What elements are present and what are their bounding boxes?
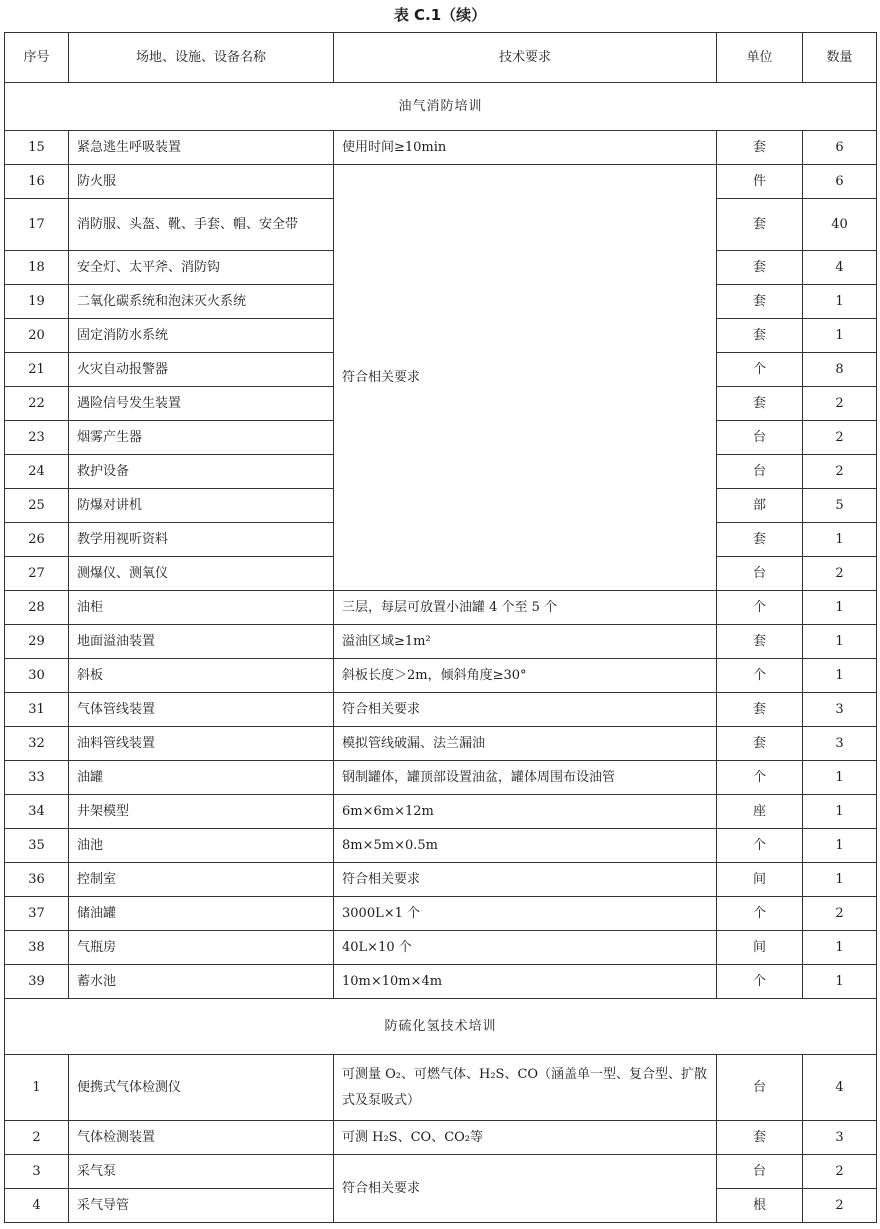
row-number: 20 [5,319,69,353]
quantity-value: 2 [803,1155,877,1189]
quantity-value: 1 [803,931,877,965]
unit-value: 间 [717,931,803,965]
equipment-name: 地面溢油装置 [69,625,334,659]
quantity-value: 2 [803,557,877,591]
row-number: 22 [5,387,69,421]
technical-requirement-merged: 符合相关要求 [334,165,717,591]
row-number: 15 [5,131,69,165]
technical-requirement: 可测 H₂S、CO、CO₂等 [334,1121,717,1155]
row-number: 4 [5,1189,69,1223]
quantity-value: 4 [803,1055,877,1121]
row-number: 17 [5,199,69,251]
quantity-value: 3 [803,1121,877,1155]
unit-value: 间 [717,863,803,897]
quantity-value: 1 [803,523,877,557]
equipment-name: 斜板 [69,659,334,693]
unit-value: 台 [717,557,803,591]
table-caption: 表 C.1（续） [393,6,487,24]
quantity-value: 2 [803,455,877,489]
unit-value: 根 [717,1189,803,1223]
header-requirement: 技术要求 [334,33,717,83]
quantity-value: 2 [803,421,877,455]
unit-value: 套 [717,319,803,353]
quantity-value: 2 [803,387,877,421]
equipment-name: 气体检测装置 [69,1121,334,1155]
technical-requirement: 符合相关要求 [334,693,717,727]
unit-value: 件 [717,165,803,199]
quantity-value: 4 [803,251,877,285]
unit-value: 套 [717,199,803,251]
quantity-value: 6 [803,165,877,199]
row-number: 35 [5,829,69,863]
row-number: 31 [5,693,69,727]
unit-value: 台 [717,455,803,489]
table-row [5,165,877,199]
technical-requirement: 三层，每层可放置小油罐 4 个至 5 个 [334,591,717,625]
technical-requirement: 溢油区域≥1m² [334,625,717,659]
table-row [5,659,877,693]
section-title: 油气消防培训 [5,83,877,131]
quantity-value: 1 [803,829,877,863]
unit-value: 个 [717,591,803,625]
unit-value: 套 [717,285,803,319]
quantity-value: 1 [803,795,877,829]
unit-value: 个 [717,965,803,999]
table-row [5,795,877,829]
equipment-name: 消防服、头盔、靴、手套、帽、安全带 [69,199,334,251]
unit-value: 个 [717,659,803,693]
technical-requirement: 模拟管线破漏、法兰漏油 [334,727,717,761]
equipment-name: 救护设备 [69,455,334,489]
unit-value: 套 [717,251,803,285]
quantity-value: 1 [803,965,877,999]
unit-value: 个 [717,897,803,931]
equipment-name: 控制室 [69,863,334,897]
equipment-name: 气体管线装置 [69,693,334,727]
row-number: 26 [5,523,69,557]
row-number: 3 [5,1155,69,1189]
equipment-name: 油料管线装置 [69,727,334,761]
table-row [5,1055,877,1121]
quantity-value: 8 [803,353,877,387]
quantity-value: 1 [803,761,877,795]
unit-value: 套 [717,625,803,659]
unit-value: 套 [717,727,803,761]
table-row [5,897,877,931]
quantity-value: 1 [803,591,877,625]
row-number: 38 [5,931,69,965]
row-number: 28 [5,591,69,625]
equipment-name: 油池 [69,829,334,863]
row-number: 29 [5,625,69,659]
row-number: 34 [5,795,69,829]
equipment-name: 防火服 [69,165,334,199]
technical-requirement: 可测量 O₂、可燃气体、H₂S、CO（涵盖单一型、复合型、扩散式及泵吸式） [334,1055,717,1121]
equipment-name: 采气导管 [69,1189,334,1223]
equipment-name: 固定消防水系统 [69,319,334,353]
technical-requirement: 40L×10 个 [334,931,717,965]
equipment-name: 蓄水池 [69,965,334,999]
row-number: 18 [5,251,69,285]
technical-requirement-merged: 符合相关要求 [334,1155,717,1223]
table-row [5,863,877,897]
quantity-value: 1 [803,285,877,319]
equipment-table [4,32,877,1223]
equipment-name: 防爆对讲机 [69,489,334,523]
equipment-name: 二氧化碳系统和泡沫灭火系统 [69,285,334,319]
section-row [5,83,877,131]
table-row [5,1121,877,1155]
table-row [5,591,877,625]
header-name: 场地、设施、设备名称 [69,33,334,83]
unit-value: 台 [717,1155,803,1189]
quantity-value: 5 [803,489,877,523]
equipment-name: 井架模型 [69,795,334,829]
technical-requirement: 钢制罐体，罐顶部设置油盆，罐体周围布设油管 [334,761,717,795]
row-number: 24 [5,455,69,489]
row-number: 25 [5,489,69,523]
unit-value: 套 [717,693,803,727]
quantity-value: 2 [803,897,877,931]
table-row [5,693,877,727]
table-row [5,625,877,659]
row-number: 16 [5,165,69,199]
equipment-name: 采气泵 [69,1155,334,1189]
row-number: 23 [5,421,69,455]
technical-requirement: 3000L×1 个 [334,897,717,931]
row-number: 32 [5,727,69,761]
table-header-row [5,33,877,83]
table-row [5,1155,877,1189]
equipment-name: 便携式气体检测仪 [69,1055,334,1121]
quantity-value: 6 [803,131,877,165]
quantity-value: 2 [803,1189,877,1223]
equipment-name: 气瓶房 [69,931,334,965]
row-number: 21 [5,353,69,387]
unit-value: 个 [717,761,803,795]
row-number: 2 [5,1121,69,1155]
unit-value: 套 [717,523,803,557]
table-row [5,965,877,999]
technical-requirement: 斜板长度＞2m，倾斜角度≥30° [334,659,717,693]
row-number: 33 [5,761,69,795]
equipment-name: 储油罐 [69,897,334,931]
row-number: 36 [5,863,69,897]
row-number: 19 [5,285,69,319]
unit-value: 部 [717,489,803,523]
header-unit: 单位 [717,33,803,83]
equipment-name: 遇险信号发生装置 [69,387,334,421]
quantity-value: 1 [803,625,877,659]
equipment-name: 教学用视听资料 [69,523,334,557]
unit-value: 套 [717,1121,803,1155]
equipment-name: 烟雾产生器 [69,421,334,455]
table-row [5,829,877,863]
unit-value: 台 [717,1055,803,1121]
table-row [5,931,877,965]
header-no: 序号 [5,33,69,83]
technical-requirement: 使用时间≥10min [334,131,717,165]
equipment-name: 安全灯、太平斧、消防钩 [69,251,334,285]
section-row [5,999,877,1055]
table-row [5,727,877,761]
quantity-value: 40 [803,199,877,251]
row-number: 27 [5,557,69,591]
section-title: 防硫化氢技术培训 [5,999,877,1055]
technical-requirement: 8m×5m×0.5m [334,829,717,863]
table-row [5,761,877,795]
quantity-value: 1 [803,863,877,897]
row-number: 30 [5,659,69,693]
header-quantity: 数量 [803,33,877,83]
unit-value: 座 [717,795,803,829]
unit-value: 个 [717,353,803,387]
row-number: 39 [5,965,69,999]
quantity-value: 1 [803,659,877,693]
row-number: 1 [5,1055,69,1121]
unit-value: 个 [717,829,803,863]
table-row [5,131,877,165]
unit-value: 套 [717,131,803,165]
equipment-name: 油罐 [69,761,334,795]
row-number: 37 [5,897,69,931]
equipment-name: 测爆仪、测氧仪 [69,557,334,591]
technical-requirement: 6m×6m×12m [334,795,717,829]
quantity-value: 3 [803,693,877,727]
technical-requirement: 符合相关要求 [334,863,717,897]
equipment-name: 油柜 [69,591,334,625]
equipment-name: 紧急逃生呼吸装置 [69,131,334,165]
equipment-name: 火灾自动报警器 [69,353,334,387]
technical-requirement: 10m×10m×4m [334,965,717,999]
quantity-value: 1 [803,319,877,353]
quantity-value: 3 [803,727,877,761]
unit-value: 套 [717,387,803,421]
unit-value: 台 [717,421,803,455]
